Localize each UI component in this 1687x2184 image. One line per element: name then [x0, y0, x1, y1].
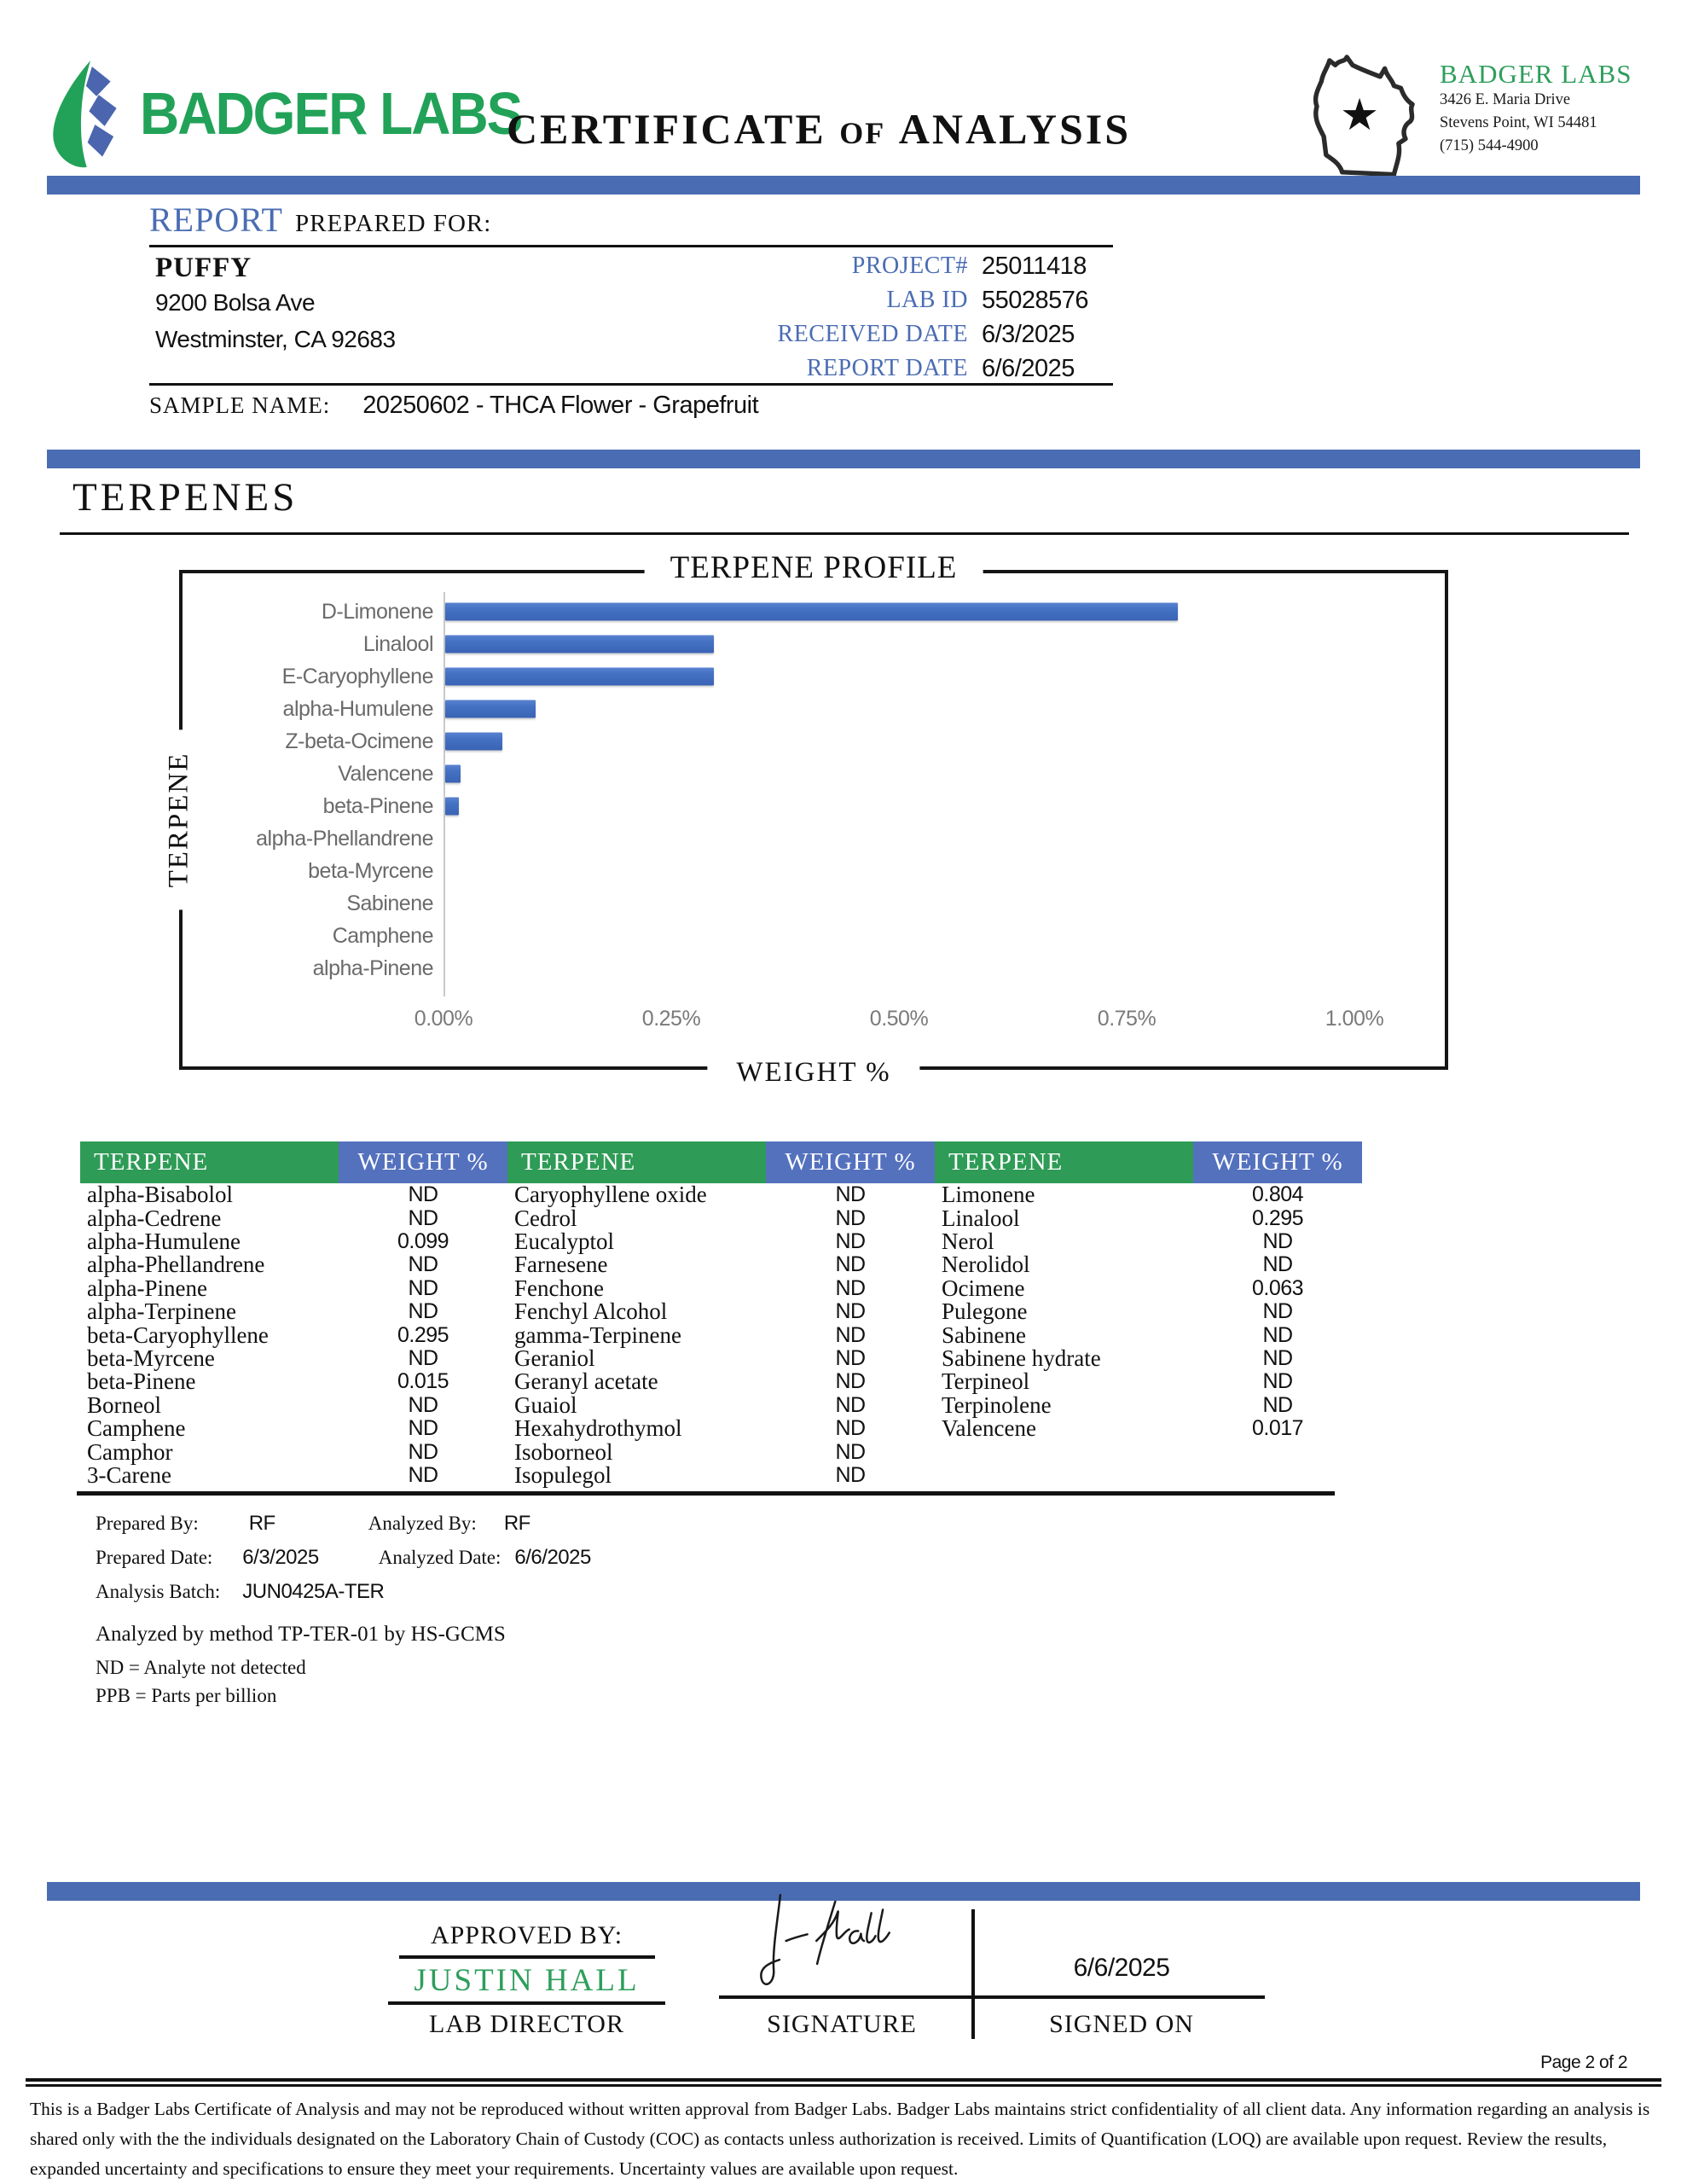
table-row [507, 1461, 935, 1488]
table-row [507, 1391, 935, 1418]
terpenes-section-title: TERPENES [72, 475, 299, 520]
weight-value-cell: ND [1262, 1322, 1293, 1347]
terpene-name-cell: Borneol [87, 1391, 161, 1418]
table-row [507, 1440, 935, 1463]
terpene-profile-chart [163, 550, 1448, 1088]
chart-row [183, 920, 1445, 952]
table-row [507, 1230, 935, 1253]
table-row [507, 1253, 935, 1276]
chart-category-label: Linalool [362, 631, 433, 656]
chart-row [183, 855, 1445, 887]
lab-address-line2: Stevens Point, WI 54481 [1440, 114, 1597, 131]
chart-plot-area [183, 595, 1445, 985]
table-row [80, 1417, 507, 1440]
table-row [80, 1461, 507, 1488]
terpene-name-cell: alpha-Terpinene [87, 1298, 237, 1325]
leaf-logo-icon [44, 56, 126, 171]
weight-value-cell: ND [1262, 1252, 1293, 1277]
terpene-name-cell: Isoborneol [514, 1438, 613, 1465]
table-row [507, 1347, 935, 1370]
weight-value-cell: ND [835, 1228, 866, 1253]
chart-bar [445, 765, 461, 783]
table-row [935, 1370, 1362, 1393]
terpene-name-cell: Sabinene [942, 1321, 1026, 1348]
chart-bar [445, 636, 714, 653]
terpene-name-cell: 3-Carene [87, 1461, 171, 1488]
chart-x-tick: 0.50% [869, 1007, 929, 1031]
analysis-batch-value: JUN0425A-TER [242, 1580, 385, 1603]
sample-name-value: 20250602 - THCA Flower - Grapefruit [362, 392, 759, 419]
sample-name-row [149, 392, 758, 420]
analysis-batch-row: Analysis Batch: JUN0425A-TER [96, 1580, 385, 1603]
terpene-name-cell: Caryophyllene oxide [514, 1182, 707, 1208]
terpene-name-cell: Isopulegol [514, 1461, 612, 1488]
signature-line [719, 1995, 1265, 1999]
weight-value-cell: ND [1262, 1369, 1293, 1394]
signature-icon [735, 1887, 948, 1996]
weight-value-cell: ND [835, 1345, 866, 1370]
chart-row [183, 887, 1445, 920]
terpene-name-cell: Hexahydrothymol [514, 1415, 682, 1442]
table-row [80, 1370, 507, 1393]
table-row [935, 1300, 1362, 1323]
project-label: PROJECT# [851, 253, 968, 279]
weight-value-cell: ND [408, 1182, 438, 1207]
field-row-received-date [588, 317, 1088, 351]
chart-category-label: E-Caryophyllene [281, 664, 433, 688]
chart-row [183, 725, 1445, 758]
client-address-line2: Westminster, CA 92683 [155, 326, 396, 352]
terpene-name-cell: Linalool [942, 1205, 1020, 1231]
terpene-name-cell: Eucalyptol [514, 1228, 614, 1254]
terpene-name-cell: Geraniol [514, 1345, 595, 1371]
field-row-project [588, 249, 1088, 283]
prepared-by-value: RF [248, 1512, 275, 1535]
table-row [80, 1277, 507, 1300]
terpene-name-cell: Farnesene [514, 1252, 608, 1278]
chart-bar-track [443, 693, 1354, 725]
approver-title: LAB DIRECTOR [429, 2010, 624, 2038]
nd-note: ND = Analyte not detected [96, 1657, 306, 1678]
project-value: 25011418 [982, 252, 1087, 280]
table-column-group [935, 1141, 1362, 1487]
table-bottom-line [77, 1491, 1335, 1496]
table-row [507, 1370, 935, 1393]
chart-bar-track [443, 855, 1354, 887]
chart-row [183, 660, 1445, 693]
chart-category-label: Camphene [332, 923, 433, 948]
terpene-name-cell: alpha-Cedrene [87, 1205, 222, 1231]
table-header-terpene: TERPENE [80, 1141, 339, 1183]
table-column-group [507, 1141, 935, 1487]
chart-bar-track [443, 952, 1354, 985]
table-row [80, 1300, 507, 1323]
footer-disclaimer: This is a Badger Labs Certificate of Analysis and may not be reproduced without written approval from Badger Labs. Badger Labs maintains strict confidentiality of all client data. Any information regarding an analysis is shared only with the the individuals designated on the Laboratory Chain of Custody (COC) as contacts unless authorization is received. Limits of Quantification (LOQ) are available upon request. Review the results, expanded uncertainty and specifications to ensure they meet your requirements. Uncertainty values are available upon request. [30, 2099, 1650, 2179]
weight-value-cell: ND [835, 1299, 866, 1324]
chart-row [183, 952, 1445, 985]
weight-value-cell: ND [835, 1392, 866, 1417]
chart-y-axis-label: TERPENE [164, 730, 195, 910]
report-fields [588, 249, 1088, 386]
chart-bar-track [443, 758, 1354, 790]
terpene-name-cell: Terpineol [942, 1368, 1030, 1395]
chart-x-tick: 1.00% [1325, 1007, 1384, 1031]
chart-bar [445, 668, 714, 686]
table-row [507, 1323, 935, 1346]
terpene-name-cell: Cedrol [514, 1205, 577, 1231]
terpene-name-cell: Pulegone [942, 1298, 1028, 1325]
chart-row [183, 822, 1445, 855]
table-column-group [80, 1141, 507, 1487]
terpene-name-cell: alpha-Humulene [87, 1228, 241, 1254]
footer-double-line [26, 2078, 1661, 2087]
chart-bar-track [443, 920, 1354, 952]
weight-value-cell: 0.015 [397, 1369, 449, 1394]
weight-value-cell: ND [835, 1205, 866, 1230]
method-note: Analyzed by method TP-TER-01 by HS-GCMS [96, 1623, 506, 1646]
table-row [507, 1417, 935, 1440]
sample-name-label: SAMPLE NAME: [149, 392, 331, 418]
weight-value-cell: ND [1262, 1228, 1293, 1253]
weight-value-cell: 0.295 [1251, 1205, 1304, 1230]
approver-name-underline [388, 2001, 665, 2005]
weight-value-cell: ND [835, 1275, 866, 1300]
field-row-report-date [588, 351, 1088, 386]
table-row [507, 1300, 935, 1323]
lab-address-line1: 3426 E. Maria Drive [1440, 91, 1571, 108]
chart-category-label: alpha-Pinene [312, 956, 433, 980]
document-title: CERTIFICATE OF ANALYSIS [506, 105, 1132, 153]
table-row [935, 1417, 1362, 1440]
table-row [80, 1391, 507, 1418]
chart-bar [445, 733, 502, 751]
weight-value-cell: ND [835, 1462, 866, 1487]
table-row [80, 1206, 507, 1229]
lab-phone: (715) 544-4900 [1440, 137, 1539, 154]
chart-bar [445, 700, 536, 718]
received-date-label: RECEIVED DATE [777, 321, 968, 347]
report-prepared-for-heading: REPORT PREPARED FOR: [149, 200, 492, 239]
weight-value-cell: ND [408, 1252, 438, 1277]
chart-category-label: alpha-Humulene [282, 696, 433, 721]
table-header-terpene: TERPENE [935, 1141, 1193, 1183]
chart-category-label: alpha-Phellandrene [256, 826, 433, 851]
table-header-weight: WEIGHT % [339, 1141, 507, 1183]
chart-row [183, 628, 1445, 660]
lab-name: BADGER LABS [1440, 59, 1632, 89]
table-header-weight: WEIGHT % [766, 1141, 935, 1183]
divider-bar-top [47, 176, 1640, 195]
wisconsin-map-icon [1290, 44, 1436, 183]
table-header-terpene: TERPENE [507, 1141, 766, 1183]
prepared-date-value: 6/3/2025 [242, 1546, 319, 1569]
terpene-name-cell: alpha-Bisabolol [87, 1182, 233, 1208]
chart-title: TERPENE PROFILE [645, 549, 983, 586]
lab-id-label: LAB ID [886, 287, 968, 313]
table-row [80, 1440, 507, 1463]
terpene-results-table [80, 1141, 1362, 1487]
signature-date-divider [971, 1909, 975, 2039]
weight-value-cell: ND [408, 1299, 438, 1324]
table-row [507, 1277, 935, 1300]
table-row [935, 1230, 1362, 1253]
chart-x-axis-label: WEIGHT % [707, 1057, 919, 1089]
terpene-name-cell: beta-Myrcene [87, 1345, 215, 1371]
terpene-name-cell: Guaiol [514, 1391, 577, 1418]
analyzed-by-value: RF [503, 1512, 530, 1535]
chart-bar-track [443, 628, 1354, 660]
received-date-value: 6/3/2025 [982, 320, 1075, 348]
weight-value-cell: ND [408, 1462, 438, 1487]
terpene-name-cell: beta-Caryophyllene [87, 1321, 269, 1348]
terpene-name-cell: Valencene [942, 1415, 1036, 1442]
terpene-name-cell: alpha-Phellandrene [87, 1252, 265, 1278]
weight-value-cell: ND [408, 1392, 438, 1417]
weight-value-cell: 0.063 [1251, 1275, 1304, 1300]
approver-name: JUSTIN HALL [414, 1963, 640, 1998]
chart-x-tick: 0.25% [641, 1007, 701, 1031]
table-row [80, 1230, 507, 1253]
terpenes-underline [60, 532, 1629, 535]
table-row [935, 1391, 1362, 1418]
lab-id-value: 55028576 [982, 286, 1089, 314]
terpene-name-cell: Camphor [87, 1438, 173, 1465]
star-icon: ★ [1340, 90, 1379, 140]
table-row [507, 1206, 935, 1229]
weight-value-cell: ND [408, 1345, 438, 1370]
terpene-name-cell: Fenchyl Alcohol [514, 1298, 668, 1325]
chart-category-label: beta-Myrcene [308, 858, 433, 883]
weight-value-cell: ND [835, 1369, 866, 1394]
chart-bar-track [443, 887, 1354, 920]
signature-label: SIGNATURE [767, 2010, 917, 2038]
table-row [80, 1183, 507, 1206]
chart-bar [445, 798, 459, 816]
chart-row [183, 758, 1445, 790]
table-row [80, 1253, 507, 1276]
weight-value-cell: ND [408, 1416, 438, 1441]
weight-value-cell: ND [835, 1322, 866, 1347]
table-row [935, 1183, 1362, 1206]
weight-value-cell: ND [1262, 1345, 1293, 1370]
ppb-note: PPB = Parts per billion [96, 1685, 277, 1706]
report-date-value: 6/6/2025 [982, 354, 1075, 382]
table-row [80, 1323, 507, 1346]
table-header-weight: WEIGHT % [1193, 1141, 1362, 1183]
chart-category-label: Valencene [338, 761, 433, 786]
approved-by-label: APPROVED BY: [430, 1921, 623, 1949]
terpene-name-cell: Camphene [87, 1415, 186, 1442]
chart-x-tick: 0.75% [1097, 1007, 1157, 1031]
chart-bar-track [443, 822, 1354, 855]
weight-value-cell: 0.099 [397, 1228, 449, 1253]
client-block [155, 253, 396, 357]
weight-value-cell: ND [1262, 1299, 1293, 1324]
terpene-name-cell: Fenchone [514, 1275, 604, 1301]
divider-line [149, 383, 1113, 386]
terpene-name-cell: beta-Pinene [87, 1368, 196, 1395]
table-row [507, 1183, 935, 1206]
field-row-lab-id [588, 283, 1088, 317]
terpene-name-cell: Ocimene [942, 1275, 1025, 1301]
chart-row [183, 693, 1445, 725]
table-row [935, 1206, 1362, 1229]
prepared-date-row: Prepared Date: 6/3/2025 Analyzed Date: 6/6/2025 [96, 1546, 591, 1569]
terpene-name-cell: Terpinolene [942, 1391, 1052, 1418]
chart-x-axis-ticks [183, 1007, 1445, 1032]
client-address-line1: 9200 Bolsa Ave [155, 289, 316, 316]
weight-value-cell: ND [835, 1416, 866, 1441]
chart-bar-track [443, 725, 1354, 758]
terpene-name-cell: Limonene [942, 1182, 1035, 1208]
chart-category-label: Sabinene [346, 891, 433, 915]
terpene-name-cell: Geranyl acetate [514, 1368, 658, 1395]
weight-value-cell: 0.804 [1251, 1182, 1304, 1207]
table-row [80, 1347, 507, 1370]
chart-row [183, 595, 1445, 628]
report-date-label: REPORT DATE [806, 355, 968, 381]
analyzed-date-value: 6/6/2025 [514, 1546, 591, 1569]
page-number: Page 2 of 2 [1540, 2053, 1627, 2072]
divider-line [149, 245, 1113, 247]
chart-bar-track [443, 595, 1354, 628]
lab-contact-block [1290, 44, 1632, 183]
terpene-name-cell: Nerolidol [942, 1252, 1030, 1278]
approved-by-underline [399, 1955, 655, 1959]
weight-value-cell: 0.017 [1251, 1416, 1304, 1441]
chart-bar [445, 603, 1178, 621]
terpene-name-cell: alpha-Pinene [87, 1275, 207, 1301]
signed-date: 6/6/2025 [1073, 1954, 1170, 1982]
divider-bar-terpenes [47, 450, 1640, 468]
chart-bar-track [443, 660, 1354, 693]
weight-value-cell: ND [835, 1182, 866, 1207]
chart-bar-track [443, 790, 1354, 822]
table-row [935, 1347, 1362, 1370]
chart-row [183, 790, 1445, 822]
client-name: PUFFY [155, 253, 252, 283]
table-row [935, 1323, 1362, 1346]
weight-value-cell: ND [835, 1439, 866, 1464]
table-row [935, 1253, 1362, 1276]
terpene-name-cell: gamma-Terpinene [514, 1321, 682, 1348]
weight-value-cell: ND [408, 1205, 438, 1230]
chart-category-label: D-Limonene [321, 599, 433, 624]
weight-value-cell: 0.295 [397, 1322, 449, 1347]
prepared-by-row: Prepared By: RF Analyzed By: RF [96, 1512, 530, 1535]
chart-x-tick: 0.00% [414, 1007, 473, 1031]
weight-value-cell: ND [1262, 1392, 1293, 1417]
signed-on-label: SIGNED ON [1049, 2010, 1194, 2038]
table-row [935, 1277, 1362, 1300]
chart-category-label: Z-beta-Ocimene [285, 729, 433, 753]
chart-category-label: beta-Pinene [322, 793, 433, 818]
terpene-name-cell: Nerol [942, 1228, 994, 1254]
weight-value-cell: ND [408, 1439, 438, 1464]
logo-wordmark: BADGER LABS [140, 80, 522, 147]
weight-value-cell: ND [408, 1275, 438, 1300]
weight-value-cell: ND [835, 1252, 866, 1277]
terpene-name-cell: Sabinene hydrate [942, 1345, 1101, 1371]
